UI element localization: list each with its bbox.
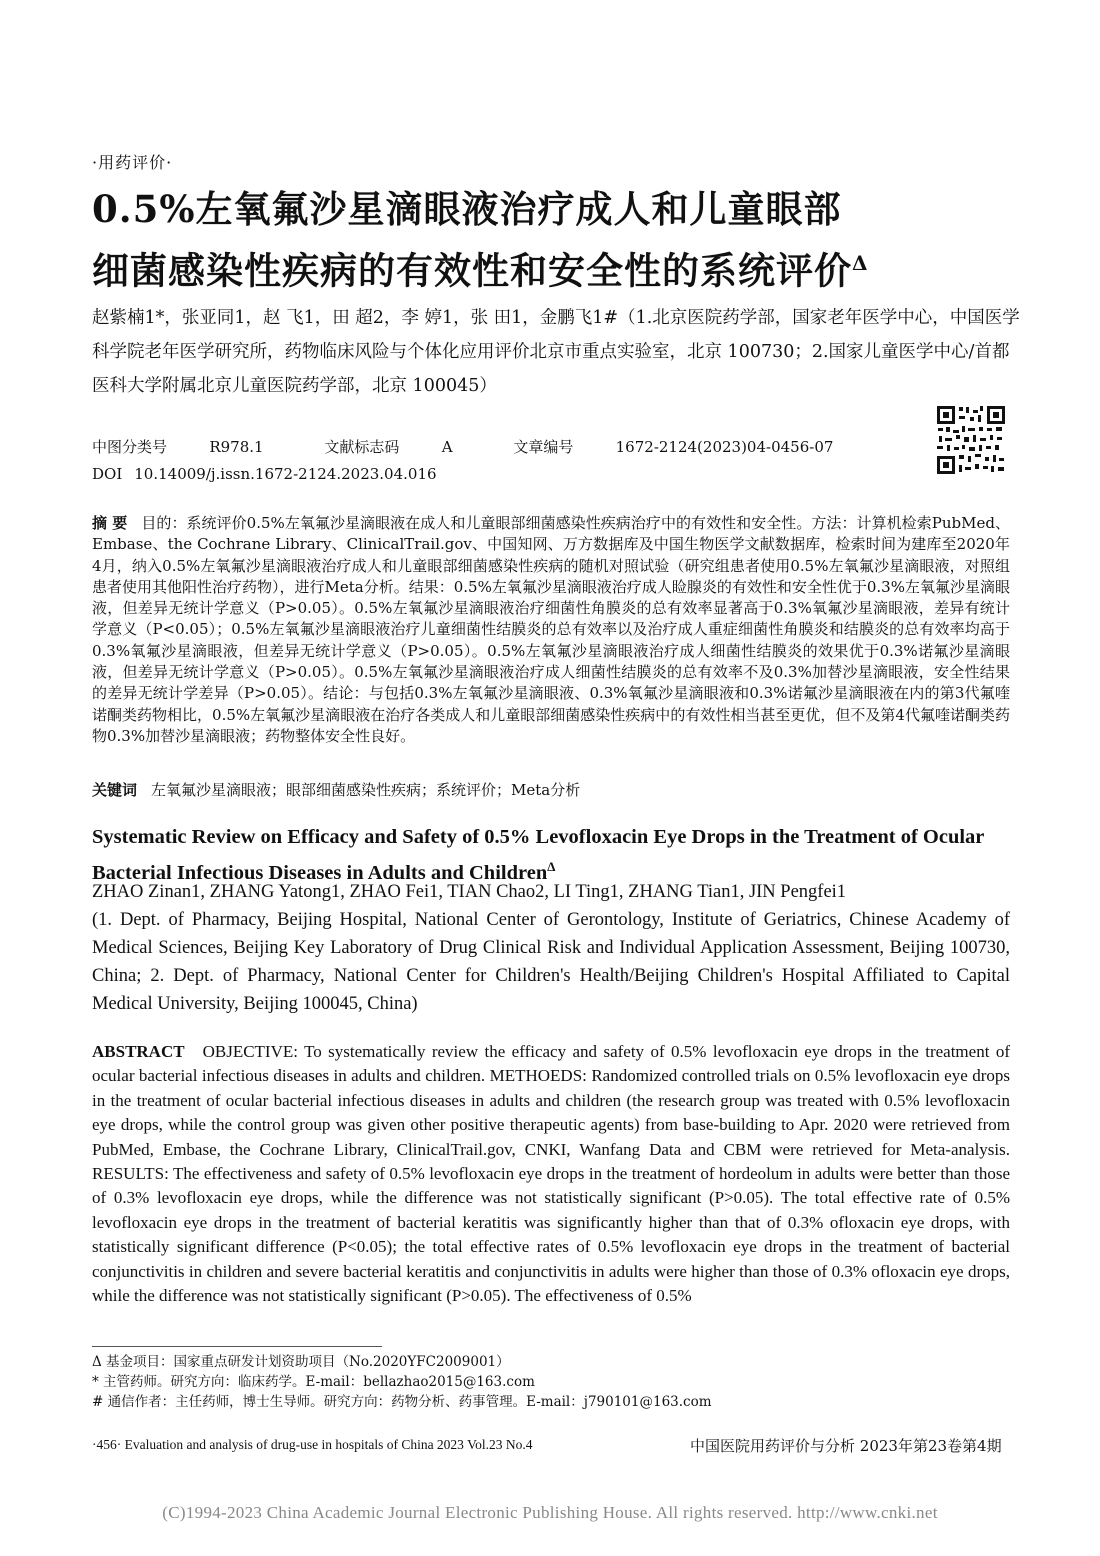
abstract-en-text: OBJECTIVE: To systematically review the efficacy and safety of 0.5% levofloxacin eye drops in the treatment of ocular bacterial infectious diseases in adults and children. METHOEDS: Randomized controlled trials on 0.5% levofloxacin eye drops in the treatment of ocular bacterial infectious diseases in adults and children (the research group was treated with 0.5% levofloxacin eye drops, while the control group was given other positive therapeutic agents) from base-building to Apr. 2020 were retrieved from PubMed, Embase, the Cochrane Library, ClinicalTrail.gov, CNKI, Wanfang Data and CBM were retrieved for Meta-analysis. RESULTS: The effectiveness and safety of 0.5% levofloxacin eye drops in the treatment of hordeolum in adults were better than those of 0.3% levofloxacin eye drops, while the difference was not statistically significant (P>0.05). The total effective rate of 0.5% levofloxacin eye drops in the treatment of bacterial keratitis was significantly higher than that of 0.3% ofloxacin eye drops, with statistically significant difference (P<0.05); the total effective rates of 0.5% levofloxacin eye drops in the treatment of bacterial conjunctivitis in children and severe bacterial keratitis and conjunctivitis in adults were higher than those of 0.3% ofloxacin eye drops, while the difference was not statistically significant (P>0.05). The effectiveness of 0.5%	[92, 1042, 1010, 1306]
abstract-en-label: ABSTRACT	[92, 1042, 185, 1061]
footnote-fund: Δ 基金项目：国家重点研发计划资助项目（No.2020YFC2009001）	[92, 1354, 510, 1370]
affiliations-en: (1. Dept. of Pharmacy, Beijing Hospital, National Center of Gerontology, Institute of Geriatrics, Chinese Academy of Medical Sciences, Beijing Key Laboratory of Drug Clinical Risk and Individual Application Assessment, Beijing 100730, China; 2. Dept. of Pharmacy, National Center for Children's Health/Beijing Children's Hospital Affiliated to Capital Medical University, Beijing 100045, China)	[92, 910, 1010, 1014]
title-line-2	[92, 236, 1022, 297]
article-no-field	[513, 438, 861, 456]
footer-journal-en: ·456· Evaluation and analysis of drug-use in hospitals of China 2023 Vol.23 No.4	[92, 1437, 533, 1452]
article-metadata	[92, 434, 922, 488]
keywords-cn-label: 关键词	[92, 781, 138, 799]
title-line-1: 0.5%左氧氟沙星滴眼液治疗成人和儿童眼部	[92, 187, 842, 231]
article-title-cn	[92, 182, 1022, 297]
copyright-notice: (C)1994-2023 China Academic Journal Electronic Publishing House. All rights reserved. http://www.cnki.net	[162, 1503, 938, 1522]
doc-code-label: 文献标志码	[324, 438, 400, 456]
article-title-en	[92, 822, 1010, 888]
authors-en: ZHAO Zinan1, ZHANG Yatong1, ZHAO Fei1, TIAN Chao2, LI Ting1, ZHANG Tian1, JIN Pengfei1	[92, 882, 847, 902]
article-no-label: 文章编号	[513, 438, 574, 456]
clc-label: 中图分类号	[92, 438, 168, 456]
doc-code-field	[324, 438, 480, 456]
doi-label: DOI	[92, 465, 123, 483]
abstract-cn	[92, 513, 1010, 747]
meta-row-1	[92, 434, 922, 461]
title-en-fund-mark: Δ	[547, 859, 556, 874]
title-en-text: Systematic Review on Efficacy and Safety of 0.5% Levofloxacin Eye Drops in the Treatment of Ocular Bacterial Infectious Diseases in Adults and Children	[92, 826, 985, 884]
footnote-corresponding-author: # 通信作者：主任药师，博士生导师。研究方向：药物分析、药事管理。E-mail：j790101@163.com	[92, 1394, 712, 1410]
doi-value: 10.14009/j.issn.1672-2124.2023.04.016	[134, 465, 437, 483]
keywords-cn-text: 左氧氟沙星滴眼液；眼部细菌感染性疾病；系统评价；Meta分析	[151, 781, 581, 799]
keywords-cn	[92, 779, 1010, 800]
meta-row-2	[92, 461, 922, 488]
abstract-cn-text: 目的：系统评价0.5%左氧氟沙星滴眼液在成人和儿童眼部细菌感染性疾病治疗中的有效性和安全性。方法：计算机检索PubMed、Embase、the Cochrane Library、ClinicalTrail.gov、中国知网、万方数据库及中国生物医学文献数据库，检索时间为建库至2020年4月，纳入0.5%左氧氟沙星滴眼液治疗成人和儿童眼部细菌感染性疾病的随机对照试验（研究组患者使用0.5%左氧氟沙星滴眼液，对照组患者使用其他阳性治疗药物），进行Meta分析。结果：0.5%左氧氟沙星滴眼液治疗成人睑腺炎的有效性和安全性优于0.3%左氧氟沙星滴眼液，但差异无统计学意义（P>0.05）。0.5%左氧氟沙星滴眼液治疗细菌性角膜炎的总有效率显著高于0.3%氧氟沙星滴眼液，差异有统计学意义（P<0.05）；0.5%左氧氟沙星滴眼液治疗儿童细菌性结膜炎的总有效率以及治疗成人重症细菌性角膜炎和结膜炎的总有效率均高于0.3%氧氟沙星滴眼液，但差异无统计学意义（P>0.05）。0.5%左氧氟沙星滴眼液治疗成人细菌性结膜炎的效果优于0.3%诺氟沙星滴眼液，但差异无统计学意义（P>0.05）。0.5%左氧氟沙星滴眼液治疗成人细菌性结膜炎的总有效率不及0.3%加替沙星滴眼液，安全性结果的差异无统计学差异（P>0.05）。结论：与包括0.3%左氧氟沙星滴眼液、0.3%氧氟沙星滴眼液和0.3%诺氟沙星滴眼液在内的第3代氟喹诺酮类药物相比，0.5%左氧氟沙星滴眼液在治疗各类成人和儿童眼部细菌感染性疾病中的有效性相当甚至更优，但不及第4代氟喹诺酮类药物0.3%加替沙星滴眼液；药物整体安全性良好。	[92, 514, 1010, 745]
abstract-cn-label: 摘 要	[92, 514, 128, 532]
title-fund-mark: Δ	[852, 251, 869, 275]
title-line-2-text: 细菌感染性疾病的有效性和安全性的系统评价	[92, 248, 852, 293]
doc-code-value: A	[441, 438, 453, 456]
clc-field	[92, 438, 292, 456]
column-label: ·用药评价·	[92, 153, 173, 172]
footer-journal-cn: 中国医院用药评价与分析 2023年第23卷第4期	[690, 1437, 1002, 1455]
footnote-first-author: * 主管药师。研究方向：临床药学。E-mail：bellazhao2015@163.com	[92, 1374, 535, 1390]
abstract-en	[92, 1040, 1010, 1308]
footnotes	[92, 1352, 992, 1412]
authors-affiliations-cn: 赵紫楠1*，张亚同1，赵 飞1，田 超2，李 婷1，张 田1，金鹏飞1#（1.北京医院药学部，国家老年医学中心，中国医学科学院老年医学研究所，药物临床风险与个体化应用评价北京市重点实验室，北京 100730；2.国家儿童医学中心/首都医科大学附属北京儿童医院药学部，北京 100045）	[92, 308, 1020, 396]
footnote-divider	[92, 1346, 382, 1347]
clc-value: R978.1	[209, 438, 264, 456]
article-no-value: 1672-2124(2023)04-0456-07	[615, 438, 834, 456]
qr-code-icon	[935, 404, 1007, 476]
